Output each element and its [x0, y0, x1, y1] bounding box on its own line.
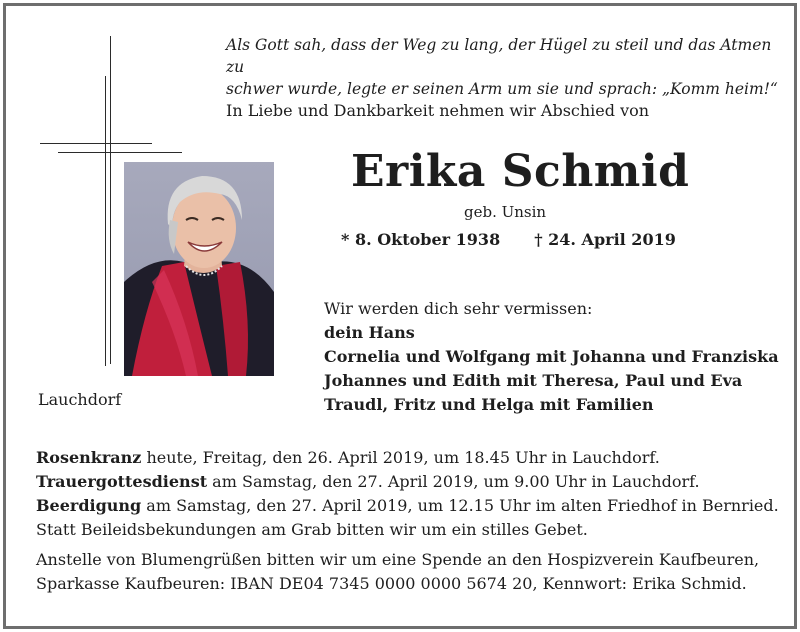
death-date: † 24. April 2019 [534, 230, 676, 249]
place-of-residence: Lauchdorf [38, 390, 122, 409]
event-details: am Samstag, den 27. April 2019, um 9.00 Uhr in Lauchdorf. [207, 472, 700, 491]
donation-line-1: Anstelle von Blumengrüßen bitten wir um eine Spende an den Hospizverein Kaufbeuren, [36, 550, 760, 569]
mourner-line: Traudl, Fritz und Helga mit Familien [324, 395, 654, 414]
event-burial [36, 494, 779, 518]
donation-line-2: Sparkasse Kaufbeuren: IBAN DE04 7345 0000 0000 5674 20, Kennwort: Erika Schmid. [36, 574, 747, 593]
mourners-intro: Wir werden dich sehr vermissen: [324, 299, 593, 318]
event-label: Beerdigung [36, 496, 142, 515]
mourner-line: dein Hans [324, 323, 415, 342]
event-label: Rosenkranz [36, 448, 142, 467]
condolence-note: Statt Beileidsbekundungen am Grab bitten wir um ein stilles Gebet. [36, 520, 588, 539]
mourner-line: Cornelia und Wolfgang mit Johanna und Franziska [324, 347, 779, 366]
cross-horizontal-line [40, 143, 152, 144]
obituary-notice [3, 3, 797, 629]
event-details: am Samstag, den 27. April 2019, um 12.15 Uhr im alten Friedhof in Bernried. [141, 496, 779, 515]
event-details: heute, Freitag, den 26. April 2019, um 18.45 Uhr in Lauchdorf. [141, 448, 660, 467]
quote-line-2: schwer wurde, legte er seinen Arm um sie und sprach: „Komm heim!“ [226, 80, 778, 98]
portrait-illustration [124, 162, 274, 376]
mourners-list [324, 297, 779, 417]
funeral-events [36, 446, 779, 542]
life-dates [341, 230, 676, 249]
portrait-photo [124, 162, 274, 376]
maiden-name: geb. Unsin [464, 203, 547, 221]
mourner-line: Johannes und Edith mit Theresa, Paul und Eva [324, 371, 743, 390]
deceased-name: Erika Schmid [351, 146, 690, 197]
quote [226, 34, 786, 100]
cross-vertical-line-secondary [105, 76, 106, 366]
birth-date: * 8. Oktober 1938 [341, 230, 501, 249]
cross-vertical-line [110, 36, 111, 364]
event-label: Trauergottesdienst [36, 472, 208, 491]
event-service [36, 470, 779, 494]
intro-text: In Liebe und Dankbarkeit nehmen wir Abschied von [226, 101, 650, 120]
quote-line-1: Als Gott sah, dass der Weg zu lang, der Hügel zu steil und das Atmen zu [226, 36, 772, 76]
event-rosary [36, 446, 779, 470]
donation-notice [36, 548, 759, 596]
cross-horizontal-line-secondary [58, 152, 182, 153]
